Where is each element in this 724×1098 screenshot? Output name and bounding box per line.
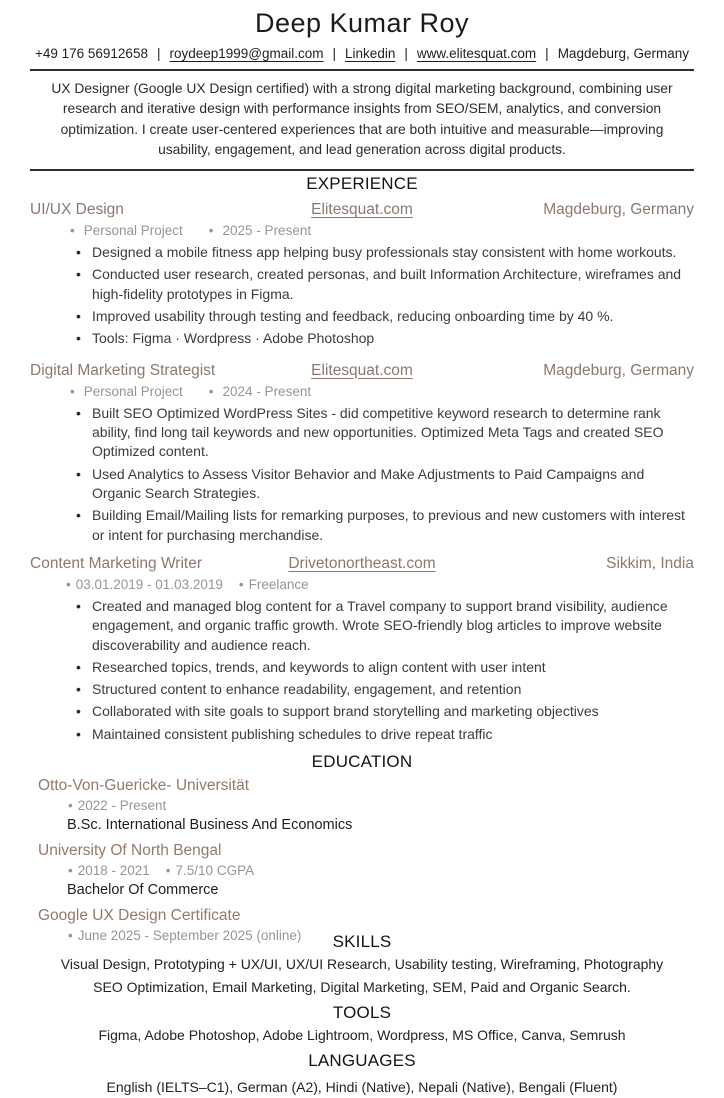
job-bullet: • Structured content to enhance readability, engagement, and retention	[92, 680, 694, 699]
experience-entry	[30, 555, 694, 744]
education-entry	[38, 777, 694, 833]
job-bullet: • Created and managed blog content for a Travel company to support brand visibility, audience engagement, and organic traffic growth. Wrote SEO-friendly blog articles to improve website discoverability and audience reach.	[92, 597, 694, 655]
section-heading-skills: SKILLS	[332, 932, 392, 952]
degree-name: Bachelor Of Commerce	[67, 882, 219, 899]
job-bullet: • Conducted user research, created personas, and built Information Architecture, wireframes and high-fidelity prototypes in Figma.	[92, 265, 694, 304]
website-link[interactable]: www.elitesquat.com	[416, 46, 537, 61]
linkedin-link[interactable]: Linkedin	[345, 46, 396, 61]
job-bullet: • Building Email/Mailing lists for remarking purposes, to previous and new customers with interest or intent for purchasing merchandise.	[92, 506, 694, 545]
profile-summary: UX Designer (Google UX Design certified) with a strong digital marketing background, combining user research and iterative design with performance insights from SEO/SEM, analytics, and conversion optimization. I create user-centered experiences that are both intuitive and measurable—improving usability, engagement, and lead generation across digital products.	[51, 81, 673, 157]
education-dates: • 2018 - 2021	[68, 863, 150, 878]
job-bullet-list	[30, 243, 694, 349]
contact-separator: |	[545, 46, 549, 61]
section-heading-education: EDUCATION	[311, 752, 413, 772]
contact-row	[30, 46, 694, 69]
phone-number: +49 176 56912658	[34, 46, 148, 61]
job-title: Digital Marketing Strategist	[30, 361, 216, 379]
school-name: Google UX Design Certificate	[38, 907, 241, 925]
languages-line: English (IELTS–C1), German (A2), Hindi (Native), Nepali (Native), Bengali (Fluent)	[106, 1079, 618, 1096]
location-text: Magdeburg, Germany	[557, 46, 690, 61]
job-type: • Personal Project	[70, 384, 183, 399]
experience-entry-header	[30, 201, 694, 219]
divider	[30, 169, 694, 171]
section-heading-experience: EXPERIENCE	[306, 174, 418, 194]
job-title: Content Marketing Writer	[30, 554, 202, 572]
languages-section	[30, 1051, 694, 1098]
job-dates: • 03.01.2019 - 01.03.2019	[66, 577, 223, 592]
experience-entry-header	[30, 555, 694, 573]
job-location: Magdeburg, Germany	[543, 201, 694, 219]
skills-line: SEO Optimization, Email Marketing, Digital Marketing, SEM, Paid and Organic Search.	[93, 979, 631, 996]
education-dates: • June 2025 - September 2025 (online)	[68, 928, 301, 943]
job-bullet: • Researched topics, trends, and keywords to align content with user intent	[92, 658, 694, 677]
job-type: • Personal Project	[70, 223, 183, 238]
job-bullet: • Collaborated with site goals to support brand storytelling and marketing objectives	[92, 702, 694, 721]
section-heading-tools: TOOLS	[332, 1003, 392, 1023]
education-gpa: • 7.5/10 CGPA	[166, 863, 254, 878]
company-link[interactable]: Elitesquat.com	[311, 201, 413, 219]
tools-section	[30, 1003, 694, 1046]
company-link[interactable]: Elitesquat.com	[311, 361, 413, 379]
job-dates: • 2025 - Present	[209, 223, 311, 238]
job-meta	[70, 223, 694, 238]
email-link[interactable]: roydeep1999@gmail.com	[169, 46, 324, 61]
contact-separator: |	[404, 46, 408, 61]
job-bullet: • Designed a mobile fitness app helping busy professionals stay consistent with home workouts.	[92, 243, 694, 262]
job-meta	[70, 384, 694, 399]
job-location: Magdeburg, Germany	[543, 361, 694, 379]
person-name: Deep Kumar Roy	[254, 8, 470, 38]
company-link[interactable]: Drivetonortheast.com	[288, 554, 436, 572]
job-title: UI/UX Design	[30, 201, 124, 219]
experience-entry-header	[30, 362, 694, 380]
job-bullet: • Improved usability through testing and feedback, reducing onboarding time by 40 %.	[92, 307, 694, 326]
job-bullet-list	[30, 404, 694, 545]
degree-name: B.Sc. International Business And Economics	[67, 817, 353, 834]
job-bullet: • Used Analytics to Assess Visitor Behavior and Make Adjustments to Paid Campaigns and Organic Search Strategies.	[92, 465, 694, 504]
school-name: Otto-Von-Guericke- Universität	[38, 777, 250, 795]
job-dates: • 2024 - Present	[209, 384, 311, 399]
job-bullet-list	[30, 597, 694, 744]
contact-separator: |	[156, 46, 161, 61]
education-entry	[38, 842, 694, 898]
job-meta	[66, 577, 694, 592]
experience-entry	[30, 362, 694, 545]
job-location: Sikkim, India	[606, 554, 694, 572]
school-name: University Of North Bengal	[38, 842, 222, 860]
education-meta	[68, 863, 694, 878]
experience-entry	[30, 201, 694, 349]
job-bullet: • Maintained consistent publishing schedules to drive repeat traffic	[92, 725, 694, 744]
job-type: • Freelance	[239, 577, 309, 592]
education-dates: • 2022 - Present	[68, 798, 166, 813]
tools-line: Figma, Adobe Photoshop, Adobe Lightroom, Wordpress, MS Office, Canva, Semrush	[98, 1027, 626, 1044]
job-bullet: • Built SEO Optimized WordPress Sites - did competitive keyword research to determine rank ability, find long tail keywords and new opportunities. Optimized Meta Tags and created SEO Optimized content.	[92, 404, 694, 462]
section-heading-languages: LANGUAGES	[308, 1051, 416, 1071]
job-bullet: • Tools: Figma · Wordpress · Adobe Photoshop	[92, 329, 694, 348]
education-meta	[68, 798, 694, 813]
skills-line: Visual Design, Prototyping + UX/UI, UX/UI Research, Usability testing, Wireframing, Photography	[60, 956, 664, 973]
contact-separator: |	[332, 46, 337, 61]
